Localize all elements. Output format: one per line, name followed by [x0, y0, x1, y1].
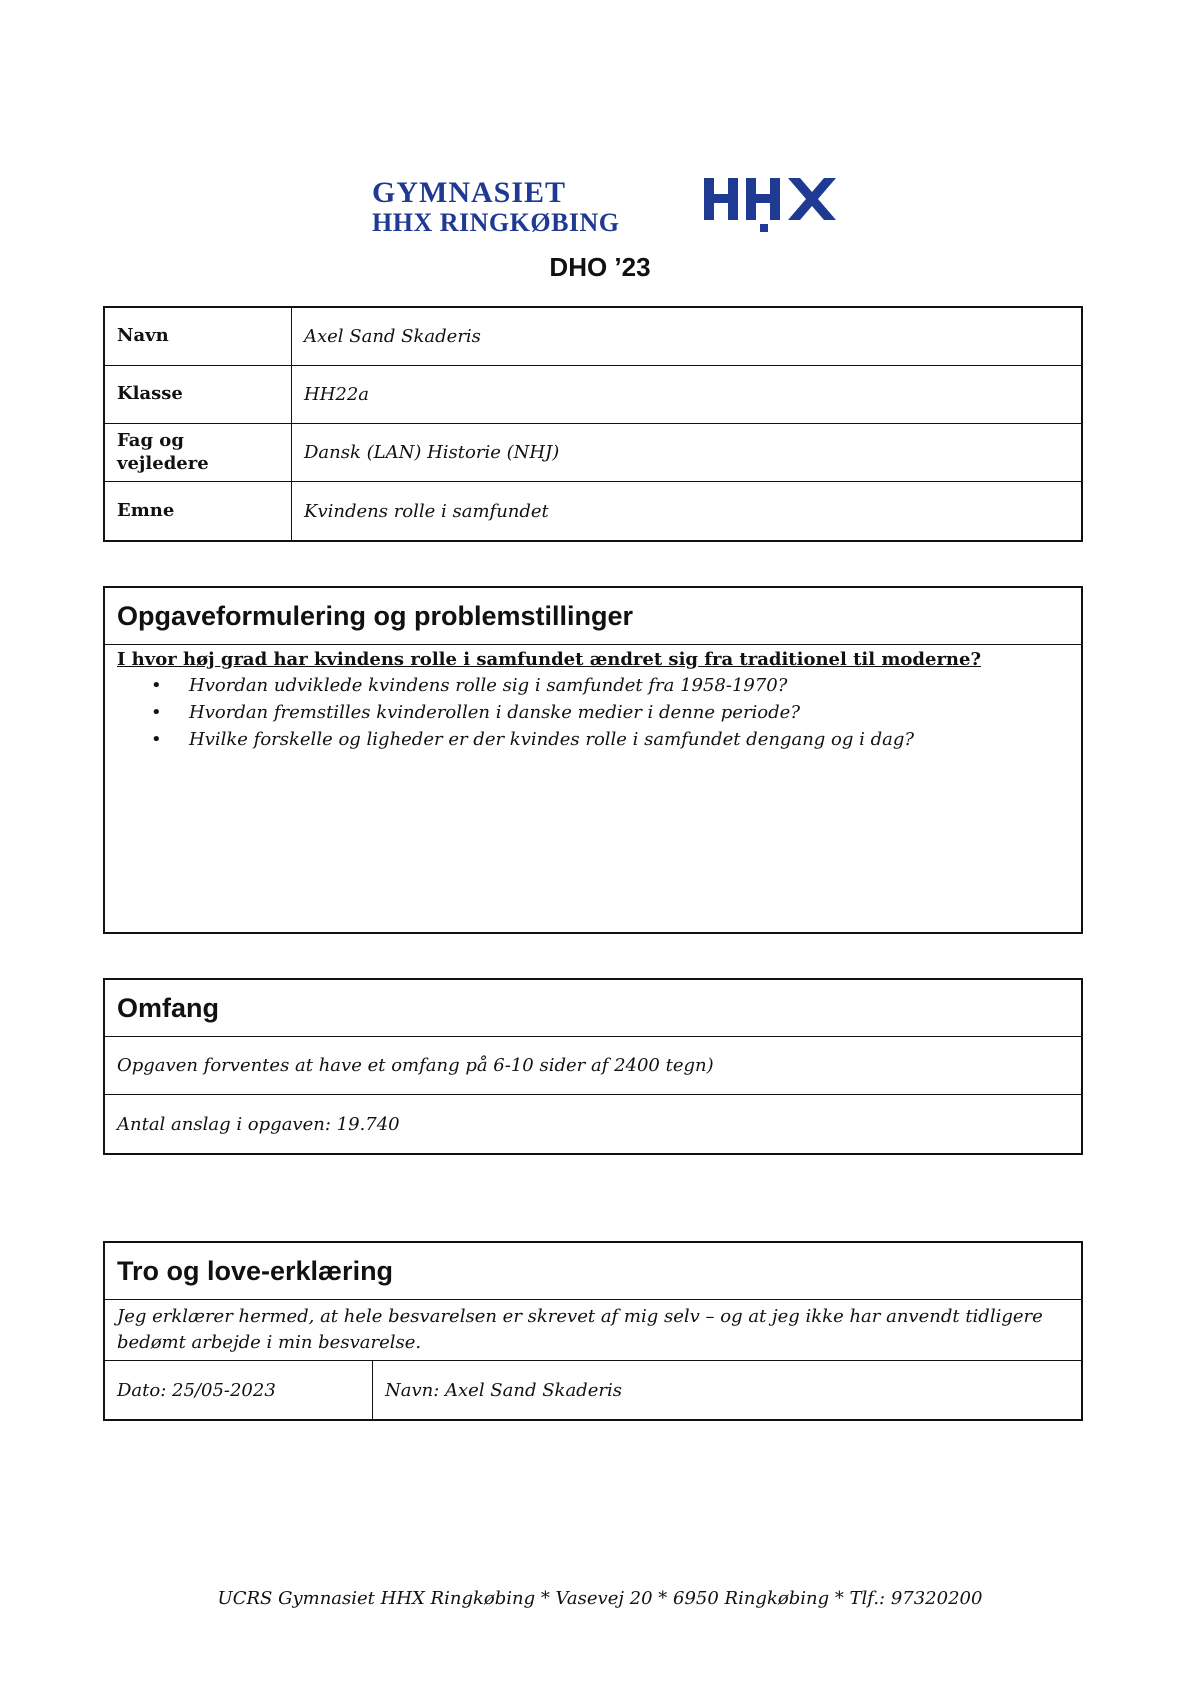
info-value: Kvindens rolle i samfundet [304, 500, 549, 522]
list-item [151, 726, 1069, 753]
declaration-section [103, 1241, 1083, 1421]
omfang-count: Antal anslag i opgaven: 19.740 [117, 1113, 400, 1135]
document-title: DHO ’23 [549, 252, 651, 282]
info-value: HH22a [304, 384, 370, 405]
bullet-icon: • [151, 729, 162, 750]
declaration-name: Navn: Axel Sand Skaderis [385, 1379, 622, 1401]
omfang-heading-row [105, 980, 1081, 1037]
main-question: I hvor høj grad har kvindens rolle i samfundet ændret sig fra traditionel til moderne? [117, 649, 982, 670]
info-label: Navn [105, 308, 292, 365]
info-row-emne [105, 482, 1081, 540]
signature-row [105, 1361, 1081, 1419]
info-row-klasse [105, 366, 1081, 424]
header-logos [372, 172, 872, 242]
declaration-text-row [105, 1300, 1081, 1361]
declaration-date: Dato: 25/05-2023 [105, 1361, 373, 1419]
question-text: Hvordan fremstilles kvinderollen i danske medier i denne periode? [189, 702, 800, 723]
question-text: Hvilke forskelle og ligheder er der kvindes rolle i samfundet dengang og i dag? [189, 729, 915, 750]
question-text: Hvordan udviklede kvindens rolle sig i samfundet fra 1958-1970? [189, 675, 788, 696]
info-table [103, 306, 1083, 542]
bullet-icon: • [151, 675, 162, 696]
bullet-icon: • [151, 702, 162, 723]
hhx-logo [702, 172, 842, 232]
school-logo-line1: GYMNASIET [372, 176, 567, 209]
info-label: Emne [105, 482, 292, 540]
info-value: Axel Sand Skaderis [304, 326, 481, 347]
info-label: Klasse [105, 366, 292, 423]
task-section [103, 586, 1083, 934]
question-list [117, 672, 1069, 753]
omfang-heading: Omfang [117, 992, 220, 1023]
info-row-navn [105, 308, 1081, 366]
info-value: Dansk (LAN) Historie (NHJ) [304, 442, 560, 463]
list-item [151, 699, 1069, 726]
task-content [105, 645, 1081, 757]
omfang-expected: Opgaven forventes at have et omfang på 6-10 sider af 2400 tegn) [105, 1037, 1081, 1095]
info-row-fag [105, 424, 1081, 482]
declaration-heading: Tro og love-erklæring [117, 1255, 394, 1286]
school-logo-line2: HHX RINGKØBING [372, 208, 620, 237]
declaration-heading-row [105, 1243, 1081, 1300]
omfang-section [103, 978, 1083, 1155]
info-label: Fag og vejledere [105, 424, 292, 481]
footer: UCRS Gymnasiet HHX Ringkøbing * Vasevej 20 * 6950 Ringkøbing * Tlf.: 97320200 [217, 1588, 983, 1609]
task-heading: Opgaveformulering og problemstillinger [117, 600, 634, 631]
list-item [151, 672, 1069, 699]
declaration-text: Jeg erklærer hermed, at hele besvarelsen er skrevet af mig selv – og at jeg ikke har anvendt tidligere bedømt arbejde i min besvarelse. [117, 1306, 1043, 1353]
task-heading-row [105, 588, 1081, 645]
school-logo [372, 178, 620, 236]
